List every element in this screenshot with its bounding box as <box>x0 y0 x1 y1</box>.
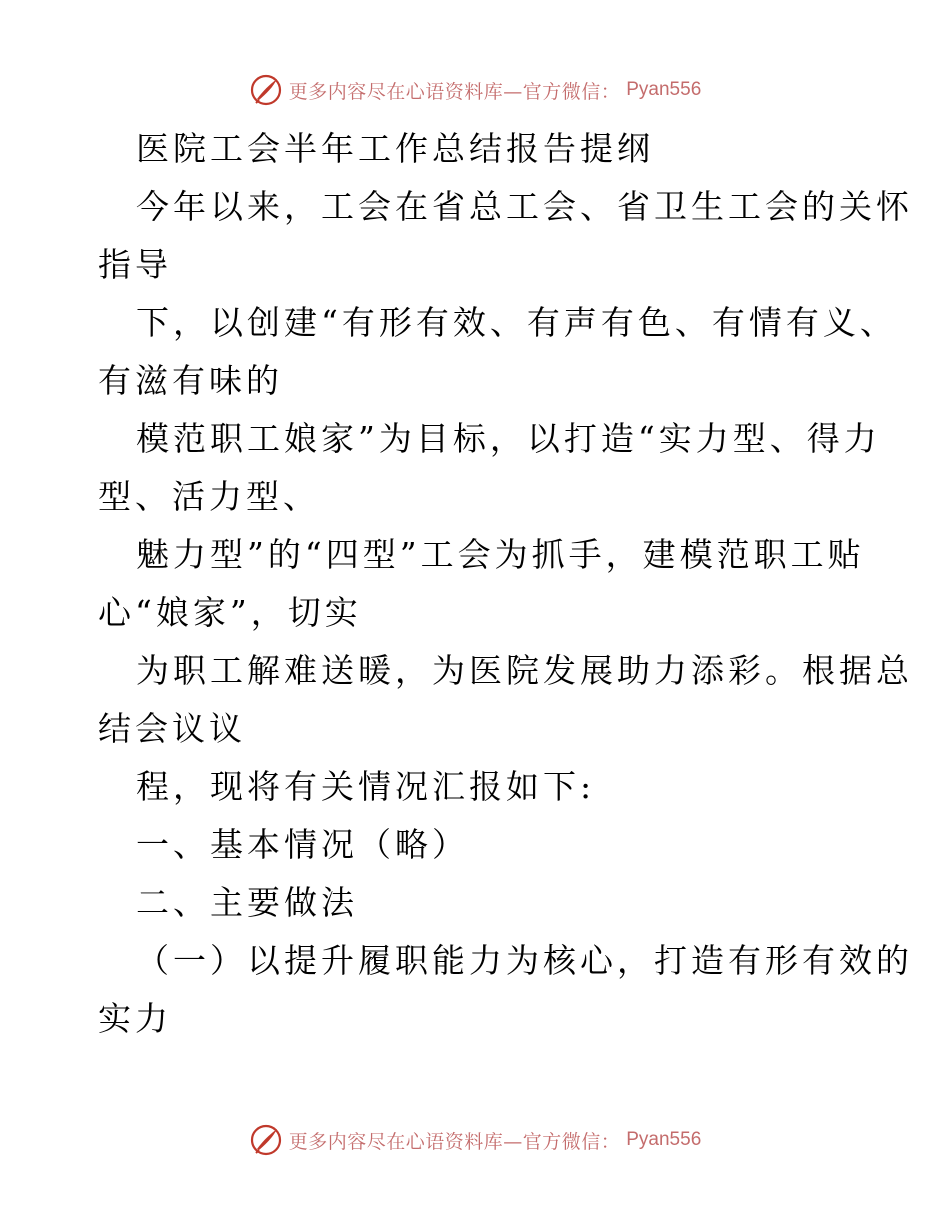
document-title: 医院工会半年工作总结报告提纲 <box>136 129 654 168</box>
paragraph-line: 模范职工娘家”为目标，以打造“实力型、得力 <box>136 419 881 458</box>
header-watermark <box>0 70 950 110</box>
paragraph-line: 有滋有味的 <box>98 361 283 400</box>
paragraph-line: 结会议议 <box>98 709 246 748</box>
watermark-account: Pyan556 <box>626 1129 702 1150</box>
watermark-account: Pyan556 <box>626 79 702 100</box>
paragraph-line: 实力 <box>98 999 172 1038</box>
section-heading: 二、主要做法 <box>136 883 358 922</box>
paragraph-line: 今年以来，工会在省总工会、省卫生工会的关怀 <box>136 187 913 226</box>
paragraph-line: 魅力型”的“四型”工会为抓手，建模范职工贴 <box>136 535 865 574</box>
quill-pen-logo-icon <box>249 1123 283 1157</box>
section-heading: 一、基本情况（略） <box>136 825 469 864</box>
paragraph-line: 下，以创建“有形有效、有声有色、有情有义、 <box>136 303 897 342</box>
footer-watermark <box>0 1120 950 1160</box>
paragraph-line: 心“娘家”，切实 <box>98 593 362 632</box>
paragraph-line: 指导 <box>98 245 172 284</box>
watermark-text: 更多内容尽在心语资料库—官方微信： <box>288 1130 621 1153</box>
quill-pen-logo-icon <box>249 73 283 107</box>
paragraph-line: 程，现将有关情况汇报如下: <box>136 767 596 806</box>
paragraph-line: 型、活力型、 <box>98 477 320 516</box>
document-body <box>98 120 913 1048</box>
watermark-text: 更多内容尽在心语资料库—官方微信： <box>288 80 621 103</box>
paragraph-line: 为职工解难送暖，为医院发展助力添彩。根据总 <box>136 651 913 690</box>
subsection-heading: （一）以提升履职能力为核心，打造有形有效的 <box>136 941 913 980</box>
